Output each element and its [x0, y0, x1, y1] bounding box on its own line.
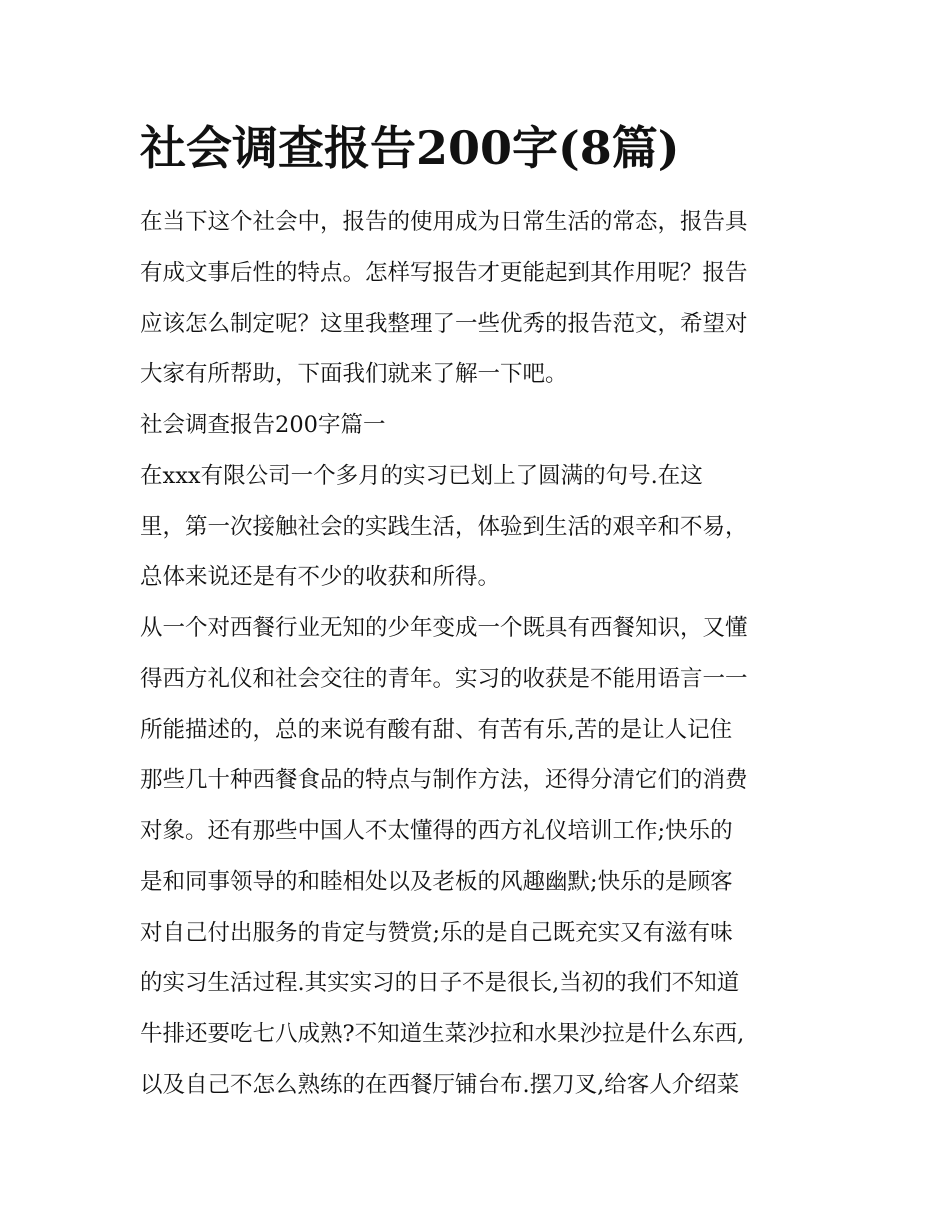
body-line-4: 从一个对西餐行业无知的少年变成一个既具有西餐知识，又懂 [140, 615, 748, 641]
body-line-8: 对象。还有那些中国人不太懂得的西方礼仪培训工作;快乐的 [140, 818, 733, 844]
intro-line-1: 在当下这个社会中，报告的使用成为日常生活的常态，报告具 [140, 209, 748, 235]
body-line-13: 以及自己不怎么熟练的在西餐厅铺台布.摆刀叉,给客人介绍菜 [140, 1072, 740, 1098]
body-line-10: 对自己付出服务的肯定与赞赏;乐的是自己既充实又有滋有味 [140, 920, 733, 946]
intro-line-2: 有成文事后性的特点。怎样写报告才更能起到其作用呢？报告 [140, 260, 748, 286]
intro-line-3: 应该怎么制定呢？这里我整理了一些优秀的报告范文，希望对 [140, 311, 748, 337]
section-heading: 社会调查报告200字篇一 [140, 412, 386, 438]
body-line-11: 的实习生活过程.其实实习的日子不是很长,当初的我们不知道 [140, 970, 740, 996]
body-line-12: 牛排还要吃七八成熟?不知道生菜沙拉和水果沙拉是什么东西, [140, 1021, 745, 1047]
body-line-1: 在xxx有限公司一个多月的实习已划上了圆满的句号.在这 [140, 463, 703, 489]
document-title: 社会调查报告200字(8篇) [140, 121, 680, 175]
body-line-9: 是和同事领导的和睦相处以及老板的风趣幽默;快乐的是顾客 [140, 869, 733, 895]
body-line-2: 里，第一次接触社会的实践生活，体验到生活的艰辛和不易， [140, 514, 748, 540]
body-line-6: 所能描述的，总的来说有酸有甜、有苦有乐,苦的是让人记住 [140, 717, 733, 743]
intro-line-4: 大家有所帮助，下面我们就来了解一下吧。 [140, 361, 568, 387]
body-line-5: 得西方礼仪和社会交往的青年。实习的收获是不能用语言一一 [140, 666, 748, 692]
body-line-3: 总体来说还是有不少的收获和所得。 [140, 564, 501, 590]
body-line-7: 那些几十种西餐食品的特点与制作方法，还得分清它们的消费 [140, 767, 748, 793]
